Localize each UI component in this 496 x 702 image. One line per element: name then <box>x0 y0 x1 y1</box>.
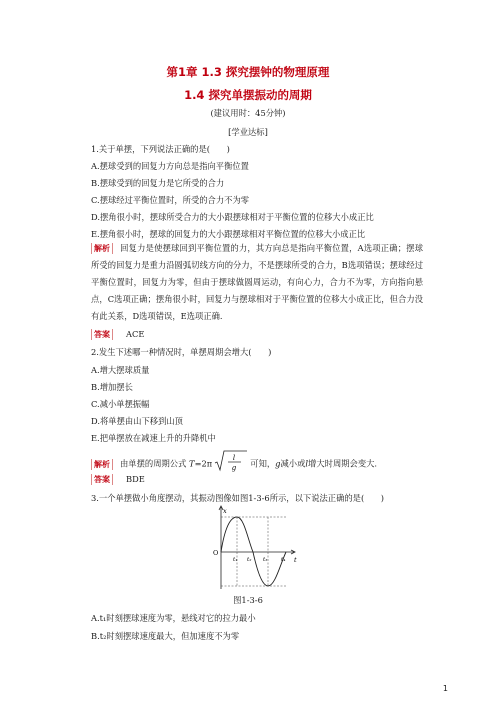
q2-option-e: E.把单摆放在减速上升的升降机中 <box>91 433 216 443</box>
q1-option-c: C.摆球经过平衡位置时，所受的合力不为零 <box>91 195 250 205</box>
answer-tag: 答案 <box>91 474 113 485</box>
graph-t3-label: t₃ <box>263 557 268 563</box>
answer-tag: 答案 <box>91 329 113 340</box>
q2-answer-value: BDE <box>126 474 145 484</box>
q1-analysis <box>91 240 423 325</box>
analysis-tag: 解析 <box>91 459 113 470</box>
q1-option-a: A.摆球受到的回复力方向总是指向平衡位置 <box>91 161 249 171</box>
graph-t4-label: t₄ <box>281 557 286 563</box>
section-title: 1.4 探究单摆振动的周期 <box>184 88 312 102</box>
q1-answer <box>91 329 144 340</box>
vibration-graph-figure <box>196 505 300 591</box>
suggested-time: (建议用时：45分钟) <box>210 108 286 118</box>
q3-option-b: B.t₂时刻摆球速度最大，但加速度不为零 <box>91 631 240 641</box>
graph-origin-label: O <box>213 549 219 557</box>
question-1-stem: 1.关于单摆，下列说法正确的是( ) <box>91 144 230 154</box>
q1-option-e: E.摆角很小时，摆球的回复力的大小跟摆球相对平衡位置的位移大小成正比 <box>91 229 366 239</box>
q2-option-c: C.减小单摆振幅 <box>91 399 150 409</box>
page-number: 1 <box>442 684 448 693</box>
q2-answer <box>91 474 145 485</box>
analysis-tag: 解析 <box>91 243 113 254</box>
q1-answer-value: ACE <box>126 329 145 339</box>
question-2-stem: 2.发生下述哪一种情况时，单摆周期会增大( ) <box>91 347 272 357</box>
question-3-stem: 3.一个单摆做小角度摆动，其振动图像如图1-3-6所示，以下说法正确的是( ) <box>91 493 385 503</box>
q1-option-b: B.摆球受到的回复力是它所受的合力 <box>91 178 225 188</box>
formula-numerator: l <box>233 454 236 462</box>
sqrt-symbol <box>214 450 248 472</box>
section-label: [学业达标] <box>228 127 268 137</box>
sqrt-formula <box>214 450 248 474</box>
chapter-title: 第1章 1.3 探究摆钟的物理原理 <box>166 65 330 79</box>
graph-x-label: t <box>294 556 297 564</box>
graph-y-label: x <box>223 507 227 515</box>
q1-option-d: D.摆角很小时，摆球所受合力的大小跟摆球相对于平衡位置的位移大小成正比 <box>91 212 374 222</box>
q1-analysis-text: 回复力是使摆球回到平衡位置的力，其方向总是指向平衡位置，A选项正确；摆球所受的回复力是重力沿圆弧切线方向的分力，不是摆球所受的合力，B选项错误；摆球经过平衡位置时，回复力为零，但由于摆球做圆周运动，有向心力，合力不为零，方向指向悬点，C选项正确；摆角很小时，回复力与摆球相对于平衡位置的位移大小成正比，但合力没有此关系，D选项错误，E选项正确. <box>91 243 423 321</box>
q2-option-a: A.增大摆球质量 <box>91 365 150 375</box>
figure-caption: 图1-3-6 <box>233 595 263 605</box>
q2-analysis: 解析 由单摆的周期公式 T=2π l g 可知，g减小或l增大时周期会变大. <box>91 452 377 476</box>
graph-t1-label: t₁ <box>233 557 238 563</box>
q2-option-b: B.增加摆长 <box>91 382 133 392</box>
formula-denominator: g <box>232 464 237 472</box>
q3-option-a: A.t₁时刻摆球速度为零，悬线对它的拉力最小 <box>91 613 256 623</box>
q2-option-d: D.将单摆由山下移到山顶 <box>91 416 183 426</box>
formula-T: T <box>189 458 195 469</box>
graph-t2-label: t₂ <box>247 557 252 563</box>
